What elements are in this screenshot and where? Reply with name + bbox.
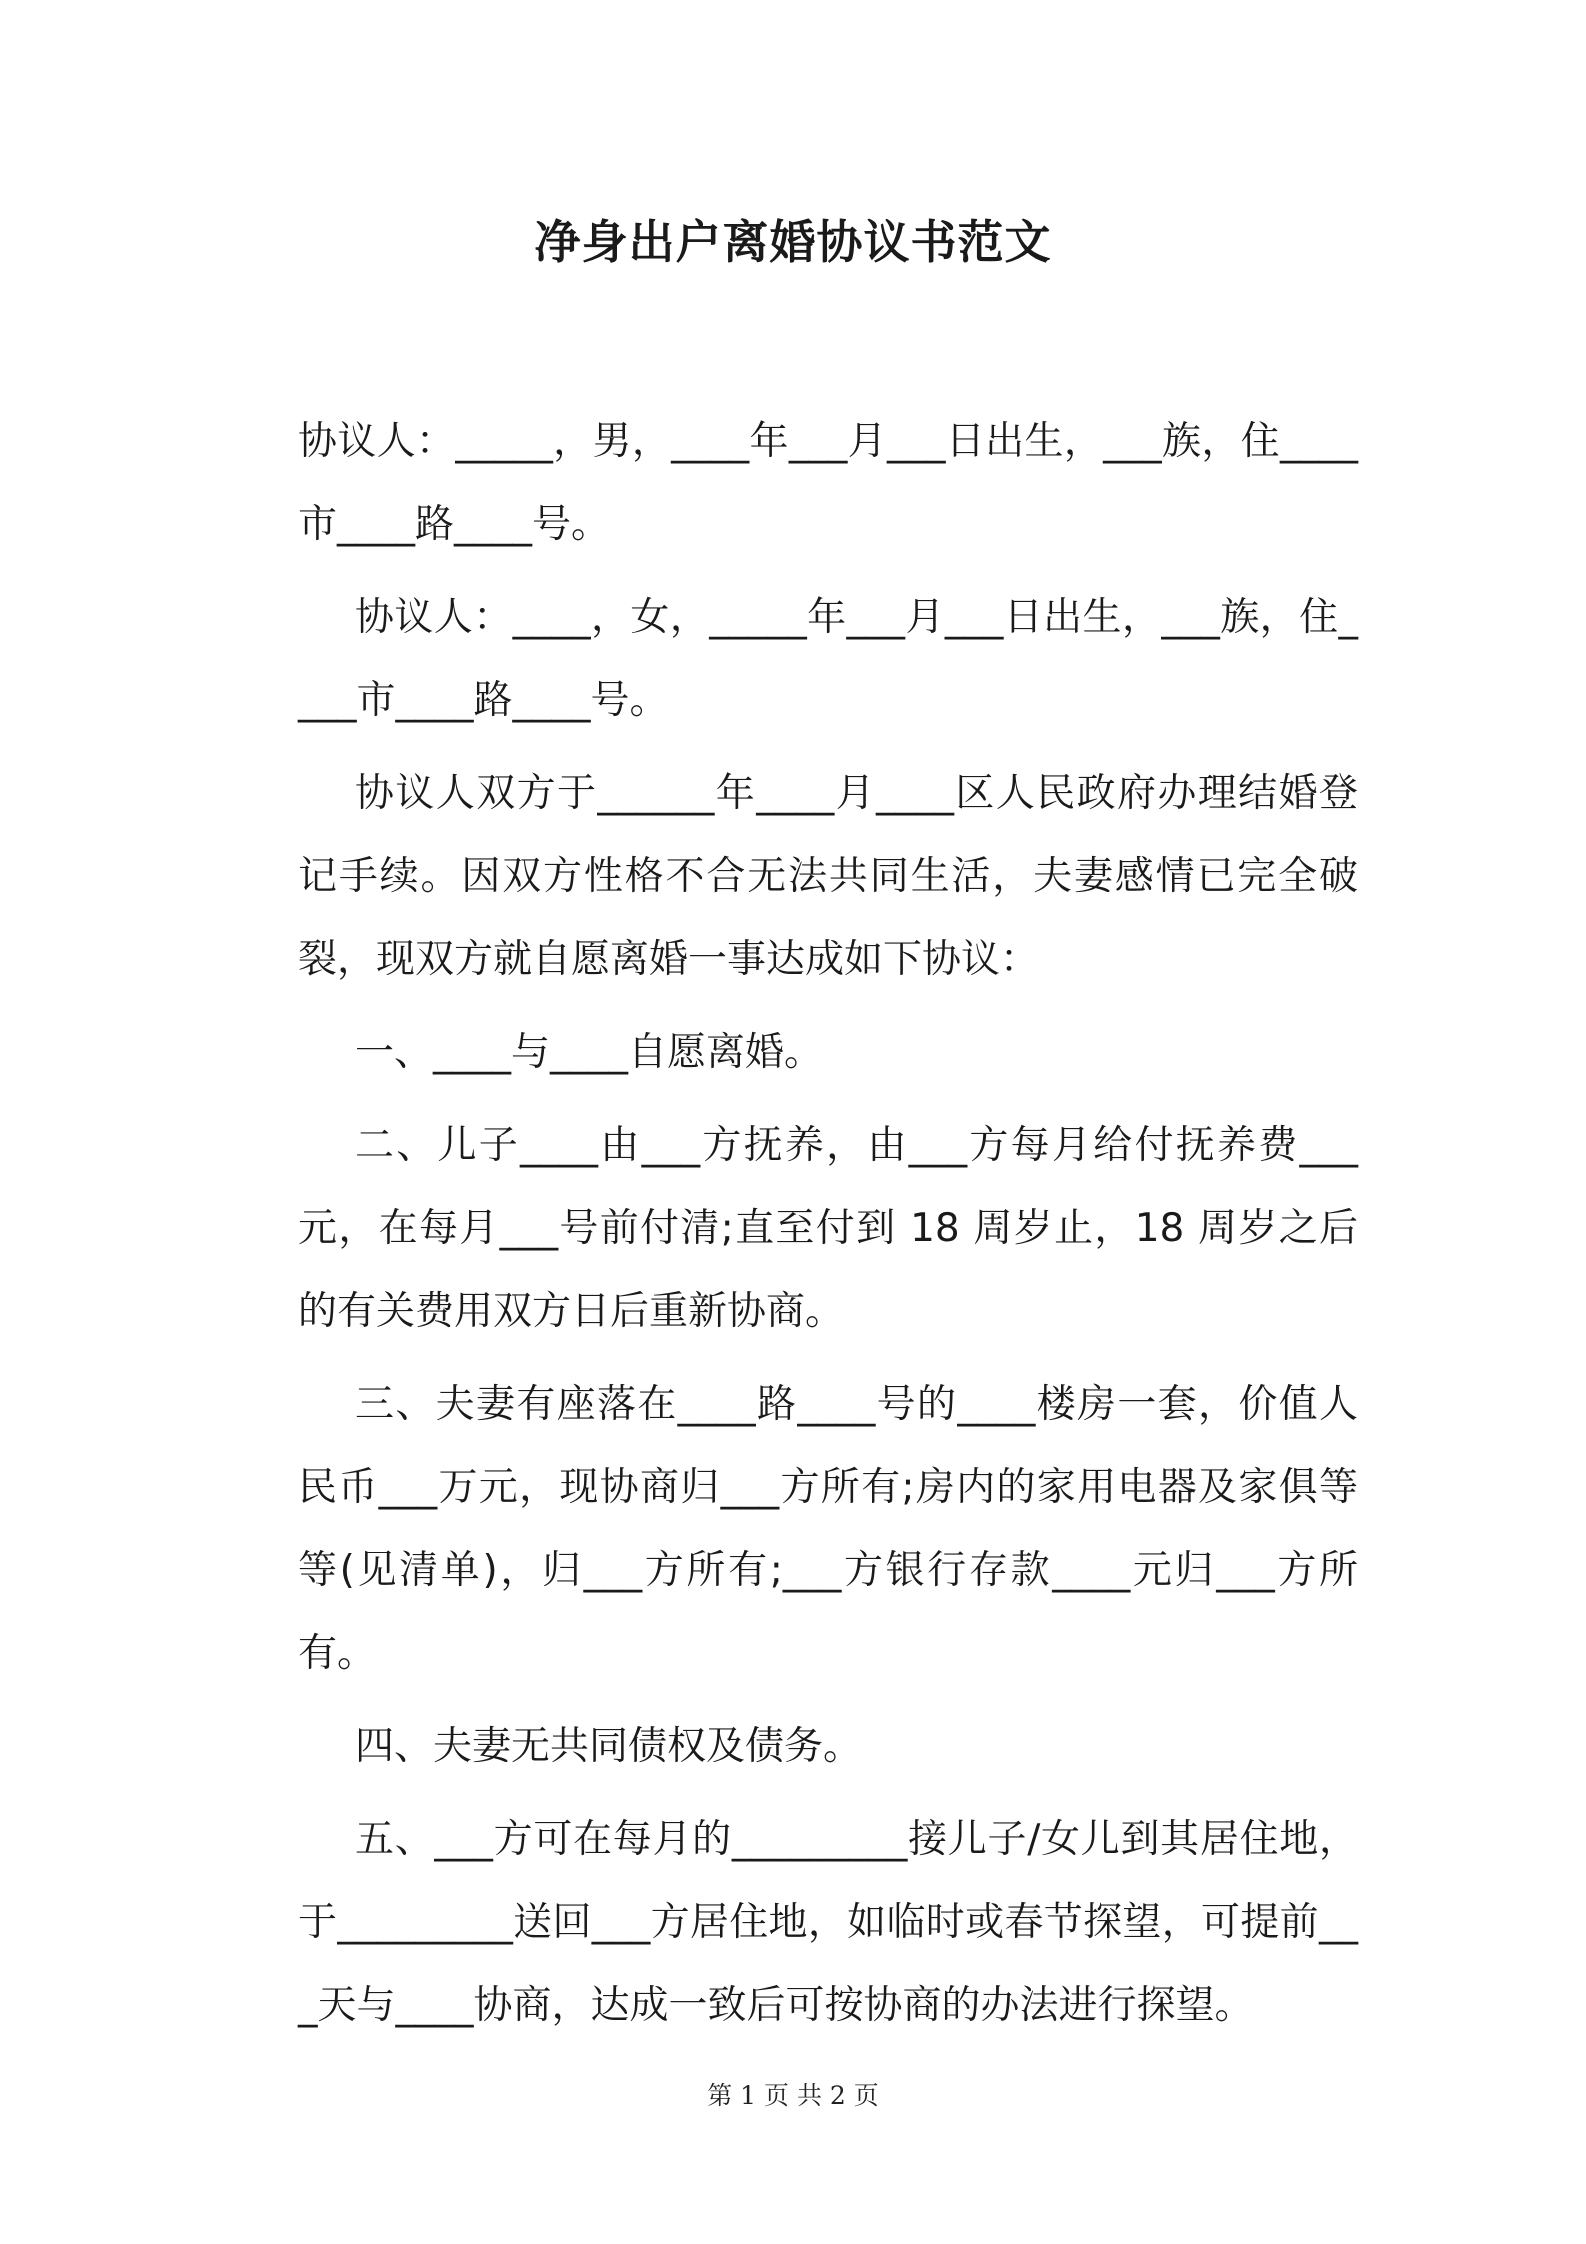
paragraph-clause-5: 五、___方可在每月的_________接儿子/女儿到其居住地，于_________送回___方居住地，如临时或春节探望，可提前___天与____协商，达成一致后可按协商的办法进行探望。 [298,1817,1358,2028]
paragraph-clause-4: 四、夫妻无共同债权及债务。 [355,1724,863,1769]
paragraph-clause-1: 一、____与____自愿离婚。 [355,1030,824,1075]
paragraph-party-female: 协议人：____，女，_____年___月___日出生，___族，住____市____路____号。 [298,595,1358,723]
paragraph-preamble: 协议人双方于______年____月____区人民政府办理结婚登记手续。因双方性格不合无法共同生活，夫妻感情已完全破裂，现双方就自愿离婚一事达成如下协议： [298,771,1358,982]
paragraph-party-male: 协议人：_____，男，____年___月___日出生，___族，住____市____路____号。 [298,419,1358,547]
paragraph-clause-3: 三、夫妻有座落在____路____号的____楼房一套，价值人民币___万元，现协商归___方所有;房内的家用电器及家俱等等(见清单)，归___方所有;___方银行存款____元归___方所有。 [298,1382,1358,1676]
page-number-footer: 第 1 页 共 2 页 [707,2081,879,2110]
document-body [298,400,1358,2057]
paragraph-clause-2: 二、儿子____由___方抚养，由___方每月给付抚养费___元，在每月___号前付清;直至付到 18 周岁止，18 周岁之后的有关费用双方日后重新协商。 [298,1123,1358,1334]
document-title: 净身出户离婚协议书范文 [534,215,1052,269]
